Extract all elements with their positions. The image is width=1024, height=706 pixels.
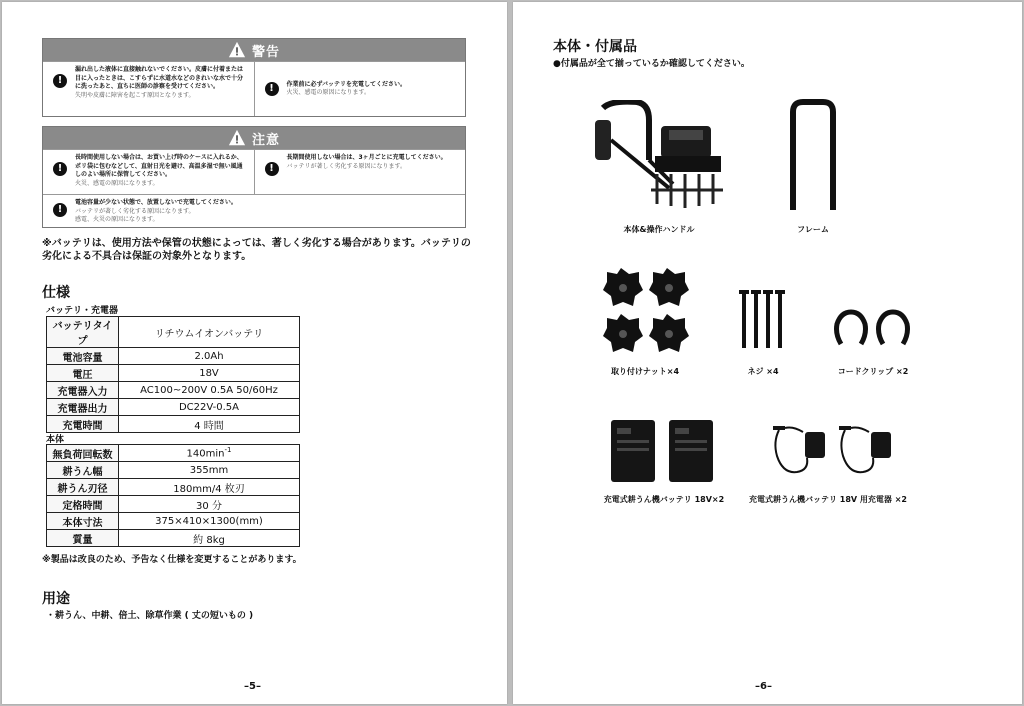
parts-subtitle: ●付属品が全て揃っているか確認してください。 (553, 59, 750, 69)
battery-icon (609, 418, 719, 484)
cord-clip-icon (833, 308, 915, 348)
spec-key: 定格時間 (47, 496, 119, 513)
spec-key: バッテリタイプ (47, 317, 119, 348)
spec-value-text: 約 8kg (193, 534, 225, 546)
item-label: フレーム (797, 225, 829, 234)
warning-triangle-icon (228, 41, 246, 59)
warning-title: 警告 (251, 44, 280, 60)
spec-key: 電圧 (47, 365, 119, 382)
exclamation-icon: ! (53, 203, 67, 217)
spec-row (47, 496, 300, 513)
charger-icon (763, 422, 893, 484)
warning-cell (254, 62, 466, 116)
parts-title: 本体・付属品 (553, 39, 637, 55)
warning-text: 作業前に必ずバッテリを充電してください。 (286, 80, 407, 88)
spec-value-exponent: -1 (224, 446, 232, 455)
spec-value (119, 399, 300, 416)
spec-value (119, 462, 300, 479)
exclamation-icon: ! (53, 162, 67, 176)
spec-value-text: 180mm/4 枚刃 (173, 483, 245, 495)
battery-spec-table (46, 316, 300, 433)
page-number: –5– (244, 681, 261, 692)
spec-key: 質量 (47, 530, 119, 547)
caution-text: 長期間使用しない場合は、3ヶ月ごとに充電してください。 (286, 154, 447, 161)
item-label: コードクリップ ×2 (837, 367, 909, 376)
spec-value-text: 375×410×1300(mm) (155, 515, 263, 527)
spec-value-text: 4 時間 (194, 420, 224, 432)
spec-value (119, 416, 300, 433)
page-right (513, 2, 1022, 704)
body-spec-table (46, 444, 300, 547)
item-label: 充電式耕うん機バッテリ 18V×2 (603, 495, 725, 504)
spec-title: 仕様 (42, 285, 70, 301)
spec-key: 耕うん刃径 (47, 479, 119, 496)
spec-value-text: 2.0Ah (194, 350, 224, 362)
spec-value (119, 317, 300, 348)
spec-row (47, 399, 300, 416)
spec-row (47, 348, 300, 365)
spec-value (119, 530, 300, 547)
warning-triangle-icon (228, 129, 246, 147)
spec-value-text: AC100~200V 0.5A 50/60Hz (140, 384, 278, 396)
spec-value-text: 140min (186, 448, 225, 460)
spec-row (47, 462, 300, 479)
spec-value-text: DC22V-0.5A (178, 401, 239, 413)
spec-row (47, 445, 300, 462)
spec-value-text: 355mm (189, 464, 229, 476)
spec-row (47, 513, 300, 530)
item-label: ネジ ×4 (747, 367, 779, 376)
caution-subtext: バッテリが著しく劣化する原因になります。 (286, 162, 407, 170)
page-number: –6– (755, 681, 772, 692)
battery-section-title: バッテリ・充電器 (46, 306, 119, 316)
spec-value (119, 348, 300, 365)
spec-value (119, 365, 300, 382)
spec-value (119, 479, 300, 496)
warning-header (43, 39, 465, 61)
warning-cell (43, 62, 254, 116)
warning-text: 漏れ出した液体に直接触れないでください。皮膚に付着または目に入ったときは、こすらずに水道水などのきれいな水で十分に洗ったあと、直ちに医師の診察を受けてください。 (75, 66, 244, 90)
caution-cell (43, 195, 465, 227)
exclamation-icon: ! (265, 82, 279, 96)
spec-row (47, 317, 300, 348)
battery-note: ※バッテリは、使用方法や保管の状態によっては、著しく劣化する場合があります。バッテリの劣化による不具合は保証の対象外となります。 (42, 238, 471, 262)
exclamation-icon: ! (265, 162, 279, 176)
exclamation-icon: ! (53, 74, 67, 88)
spec-key: 耕うん幅 (47, 462, 119, 479)
body-section-title: 本体 (46, 435, 65, 445)
change-note: ※製品は改良のため、予告なく仕様を変更することがあります。 (42, 555, 302, 565)
page-left (2, 2, 507, 704)
item-label: 充電式耕うん機バッテリ 18V 用充電器 ×2 (749, 495, 907, 504)
knob-nut-icon (599, 266, 691, 358)
caution-box (42, 126, 466, 228)
usage-text: ・耕うん、中耕、倍土、除草作業 ( 丈の短いもの ) (46, 611, 254, 621)
caution-title: 注意 (251, 132, 280, 148)
spec-key: 本体寸法 (47, 513, 119, 530)
spec-value (119, 496, 300, 513)
tiller-icon (591, 100, 731, 218)
bolt-icon (737, 290, 789, 350)
spec-row (47, 530, 300, 547)
spec-value-text: 30 分 (196, 500, 222, 512)
spec-key: 無負荷回転数 (47, 445, 119, 462)
spec-value (119, 445, 300, 462)
spec-key: 充電器入力 (47, 382, 119, 399)
caution-subtext: 火災、感電の原因になります。 (75, 179, 159, 187)
spec-row (47, 382, 300, 399)
spec-value (119, 513, 300, 530)
caution-cell (254, 150, 466, 194)
spec-row (47, 365, 300, 382)
spec-key: 充電時間 (47, 416, 119, 433)
caution-header (43, 127, 465, 149)
warning-subtext: 火災、感電の原因になります。 (286, 89, 371, 96)
caution-cell (43, 150, 254, 194)
spec-value-text: 18V (199, 367, 219, 379)
spec-key: 電池容量 (47, 348, 119, 365)
usage-title: 用途 (42, 591, 70, 607)
warning-subtext: 失明や皮膚に障害を起こす原因となります。 (75, 91, 195, 99)
spec-row (47, 479, 300, 496)
item-label: 取り付けナット×4 (610, 367, 680, 376)
caution-subtext: バッテリが著しく劣化する原因になります。 (75, 207, 195, 215)
caution-text: 電池容量が少ない状態で、放置しないで充電してください。 (75, 199, 237, 206)
spec-row (47, 416, 300, 433)
caution-text: 長時間使用しない場合は、お買い上げ時のケースに入れるか、ポリ袋に包むなどして、直射日光を避け、高温多湿で無い風通しのよい場所に保管してください。 (75, 154, 243, 178)
spec-key: 充電器出力 (47, 399, 119, 416)
warning-box (42, 38, 466, 117)
item-label: 本体&操作ハンドル (623, 225, 695, 234)
spec-value-text: リチウムイオンバッテリ (154, 328, 264, 340)
spec-value (119, 382, 300, 399)
caution-subtext: 感電、火災の原因になります。 (75, 216, 159, 223)
frame-icon (785, 98, 841, 214)
